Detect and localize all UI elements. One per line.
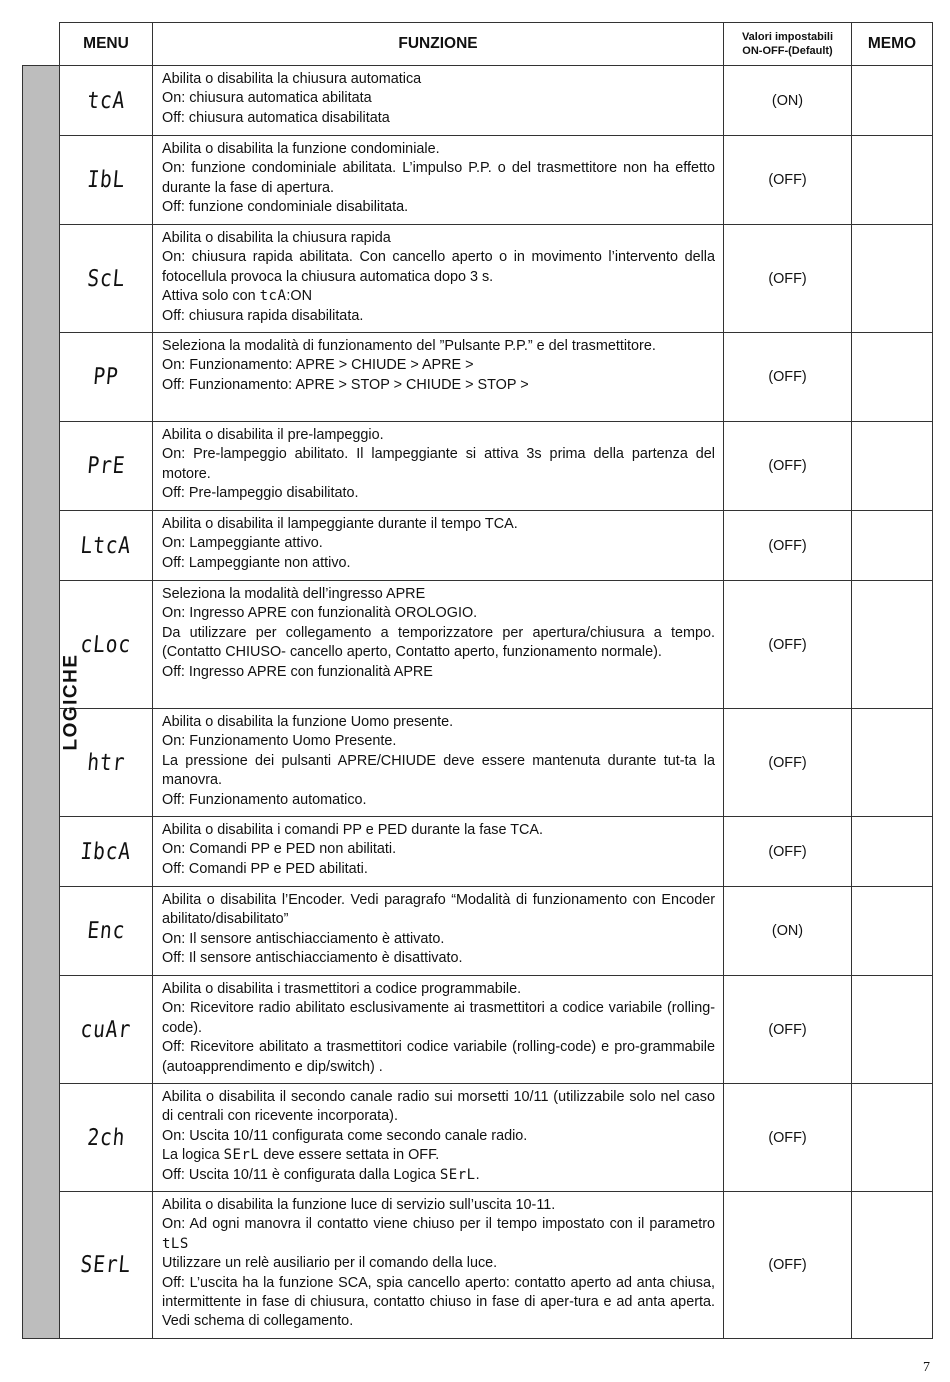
description-line: Seleziona la modalità di funzionamento del ”Pulsante P.P.” e del trasmettitore. <box>162 338 656 354</box>
function-description-cell <box>153 422 724 511</box>
description-line: La pressione dei pulsanti APRE/CHIUDE deve essere mantenuta durante tut-ta la manovra. <box>162 752 715 789</box>
menu-code-cell <box>60 976 153 1084</box>
description-text: deve essere settata in OFF. <box>259 1147 440 1164</box>
menu-code: cLoc <box>79 631 133 658</box>
table-row <box>23 66 933 136</box>
table-body <box>23 66 933 1339</box>
function-description-cell <box>153 817 724 887</box>
memo-cell <box>852 511 933 581</box>
description-line: On: chiusura automatica abilitata <box>162 90 372 107</box>
description-line <box>162 287 715 306</box>
menu-code-cell <box>60 887 153 976</box>
header-memo: MEMO <box>852 23 933 66</box>
description-line: Off: Funzionamento: APRE > STOP > CHIUDE > STOP > <box>162 376 529 393</box>
description-line: On: Pre-lampeggio abilitato. Il lampeggiante si attiva 3s prima della partenza del motore. <box>162 446 715 482</box>
menu-code-cell <box>60 511 153 581</box>
description-line: On: chiusura rapida abilitata. Con cancello aperto o in movimento l’intervento della fotocellula provoca la chiusura automatica dopo 3 s. <box>162 249 715 285</box>
description-line: Abilita o disabilita la funzione luce di servizio sull’uscita 10-11. <box>162 1197 556 1213</box>
memo-cell <box>852 66 933 136</box>
table-row <box>23 709 933 817</box>
default-value-cell: (OFF) <box>724 976 852 1084</box>
description-line: Abilita o disabilita i trasmettitori a codice programmabile. <box>162 981 522 997</box>
function-description-cell <box>153 709 724 817</box>
description-line: Abilita o disabilita la chiusura automatica <box>162 71 422 87</box>
function-description-cell <box>153 581 724 709</box>
header-valori-line2: ON-OFF-(Default) <box>742 45 833 57</box>
default-value-cell: (OFF) <box>724 581 852 709</box>
memo-cell <box>852 709 933 817</box>
description-line <box>162 1215 715 1254</box>
inline-code: tcA <box>259 288 287 305</box>
menu-code-cell <box>60 1084 153 1192</box>
default-value-cell: (OFF) <box>724 422 852 511</box>
default-value-cell: (OFF) <box>724 1192 852 1339</box>
description-line: On: Ingresso APRE con funzionalità OROLOGIO. <box>162 605 478 622</box>
logic-settings-table <box>22 22 933 1339</box>
description-line: On: Funzionamento: APRE > CHIUDE > APRE > <box>162 357 474 374</box>
function-description-cell <box>153 1084 724 1192</box>
menu-code: PrE <box>85 453 127 479</box>
memo-cell <box>852 817 933 887</box>
function-description-cell <box>153 136 724 225</box>
default-value-cell: (ON) <box>724 66 852 136</box>
table-row <box>23 976 933 1084</box>
memo-cell <box>852 225 933 333</box>
description-line <box>162 1146 715 1165</box>
table-row <box>23 136 933 225</box>
default-value-cell: (OFF) <box>724 1084 852 1192</box>
menu-code: IbL <box>85 167 127 193</box>
description-line: Da utilizzare per collegamento a temporizzatore per apertura/chiusura a tempo. (Contatto CHIUSO- cancello aperto, Contatto aperto, funzionamento normale). <box>162 624 715 661</box>
description-line: On: Lampeggiante attivo. <box>162 535 323 552</box>
function-description-cell <box>153 511 724 581</box>
default-value-cell: (OFF) <box>724 817 852 887</box>
table-row <box>23 887 933 976</box>
memo-cell <box>852 1192 933 1339</box>
table-row <box>23 817 933 887</box>
menu-code: IbcA <box>79 838 133 865</box>
table-row <box>23 333 933 422</box>
memo-cell <box>852 581 933 709</box>
memo-cell <box>852 136 933 225</box>
default-value-cell: (OFF) <box>724 709 852 817</box>
description-line: Off: chiusura rapida disabilitata. <box>162 307 364 324</box>
section-label: LOGICHE <box>60 653 82 751</box>
menu-code: htr <box>85 749 127 776</box>
function-description-cell <box>153 333 724 422</box>
memo-cell <box>852 976 933 1084</box>
function-description-cell <box>153 225 724 333</box>
inline-code: tLS <box>162 1235 189 1252</box>
menu-code: tcA <box>85 87 127 114</box>
menu-code: Enc <box>85 918 127 944</box>
table-row <box>23 1084 933 1192</box>
table-row <box>23 1192 933 1339</box>
table-row <box>23 422 933 511</box>
description-line <box>162 1166 715 1185</box>
default-value-cell: (OFF) <box>724 511 852 581</box>
menu-code: ScL <box>85 265 127 292</box>
description-line: Abilita o disabilita il pre-lampeggio. <box>162 427 384 443</box>
header-funzione: FUNZIONE <box>153 23 724 66</box>
menu-code-cell <box>60 817 153 887</box>
menu-code: SErL <box>79 1252 133 1278</box>
description-line: Off: chiusura automatica disabilitata <box>162 109 390 126</box>
description-line: Abilita o disabilita l’Encoder. Vedi paragrafo “Modalità di funzionamento con Encoder abilitato/disabilitato” <box>162 892 715 928</box>
description-line: On: Funzionamento Uomo Presente. <box>162 733 397 750</box>
table-header-row <box>23 23 933 66</box>
function-description-cell <box>153 976 724 1084</box>
menu-code-cell <box>60 1192 153 1339</box>
description-line: Off: Ricevitore abilitato a trasmettitori codice variabile (rolling-code) e pro-grammabile (autoapprendimento e dip/switch) . <box>162 1039 715 1075</box>
menu-code: PP <box>92 364 120 390</box>
document-page <box>22 22 932 1339</box>
description-line: Off: Lampeggiante non attivo. <box>162 554 351 571</box>
menu-code-cell <box>60 422 153 511</box>
description-line: On: Il sensore antischiacciamento è attivato. <box>162 930 445 947</box>
default-value-cell: (ON) <box>724 887 852 976</box>
memo-cell <box>852 887 933 976</box>
description-line: Off: Il sensore antischiacciamento è disattivato. <box>162 950 463 967</box>
table-row <box>23 511 933 581</box>
menu-code-cell <box>60 136 153 225</box>
description-line: Off: Funzionamento automatico. <box>162 791 367 808</box>
section-side-cell <box>23 66 82 1339</box>
menu-code-cell <box>60 66 153 136</box>
description-text: La logica <box>162 1147 224 1164</box>
description-line: Off: funzione condominiale disabilitata. <box>162 199 409 216</box>
description-line: Abilita o disabilita la funzione Uomo presente. <box>162 714 454 730</box>
function-description-cell <box>153 1192 724 1339</box>
inline-code: SErL <box>439 1166 476 1183</box>
default-value-cell: (OFF) <box>724 136 852 225</box>
menu-code-cell <box>60 333 153 422</box>
description-line: On: Ricevitore radio abilitato esclusivamente ai trasmettitori a codice variabile (rolling-code). <box>162 1000 715 1036</box>
default-value-cell: (OFF) <box>724 225 852 333</box>
header-blank-cell <box>23 23 60 66</box>
description-text: . <box>475 1166 480 1183</box>
description-text: Off: Uscita 10/11 è configurata dalla Logica <box>162 1166 440 1183</box>
memo-cell <box>852 422 933 511</box>
memo-cell <box>852 1084 933 1192</box>
description-line: Off: L’uscita ha la funzione SCA, spia cancello aperto: contatto aperto ad anta chiusa, intermittente in fase di chiusura, contatto chiuso in fase di aper-tura e ad anta aperta. Vedi schema di collegamento. <box>162 1274 715 1330</box>
menu-code: cuAr <box>79 1016 133 1043</box>
description-text: Attiva solo con <box>162 288 260 305</box>
page-number: 7 <box>923 1360 930 1375</box>
menu-code: 2ch <box>85 1124 127 1151</box>
description-line: Off: Ingresso APRE con funzionalità APRE <box>162 663 433 680</box>
description-line: Abilita o disabilita i comandi PP e PED durante la fase TCA. <box>162 822 544 838</box>
table-row <box>23 581 933 709</box>
menu-code-cell <box>60 225 153 333</box>
memo-cell <box>852 333 933 422</box>
description-line: Off: Comandi PP e PED abilitati. <box>162 860 368 877</box>
description-text: On: Ad ogni manovra il contatto viene chiuso per il tempo impostato con il parametro <box>162 1216 715 1233</box>
description-line: Abilita o disabilita il lampeggiante durante il tempo TCA. <box>162 516 518 532</box>
description-line: On: Comandi PP e PED non abilitati. <box>162 841 397 858</box>
description-line: Utilizzare un relè ausiliario per il comando della luce. <box>162 1255 498 1272</box>
description-line: On: Uscita 10/11 configurata come secondo canale radio. <box>162 1127 528 1144</box>
description-line: Abilita o disabilita il secondo canale radio sui morsetti 10/11 (utilizzabile solo nel caso di centrali con ricevente incorporata). <box>162 1089 715 1125</box>
description-line: Abilita o disabilita la funzione condominiale. <box>162 141 440 157</box>
menu-code: LtcA <box>79 532 133 559</box>
description-line: Seleziona la modalità dell’ingresso APRE <box>162 586 426 602</box>
header-menu: MENU <box>60 23 153 66</box>
description-line: Abilita o disabilita la chiusura rapida <box>162 230 391 246</box>
header-valori <box>724 23 852 66</box>
function-description-cell <box>153 887 724 976</box>
description-line: On: funzione condominiale abilitata. L’impulso P.P. o del trasmettitore non ha effetto durante la fase di apertura. <box>162 160 715 196</box>
function-description-cell <box>153 66 724 136</box>
default-value-cell: (OFF) <box>724 333 852 422</box>
header-valori-line1: Valori impostabili <box>741 31 834 43</box>
description-line: Off: Pre-lampeggio disabilitato. <box>162 485 359 502</box>
description-text: :ON <box>286 288 312 305</box>
inline-code: SErL <box>223 1147 260 1164</box>
table-row <box>23 225 933 333</box>
